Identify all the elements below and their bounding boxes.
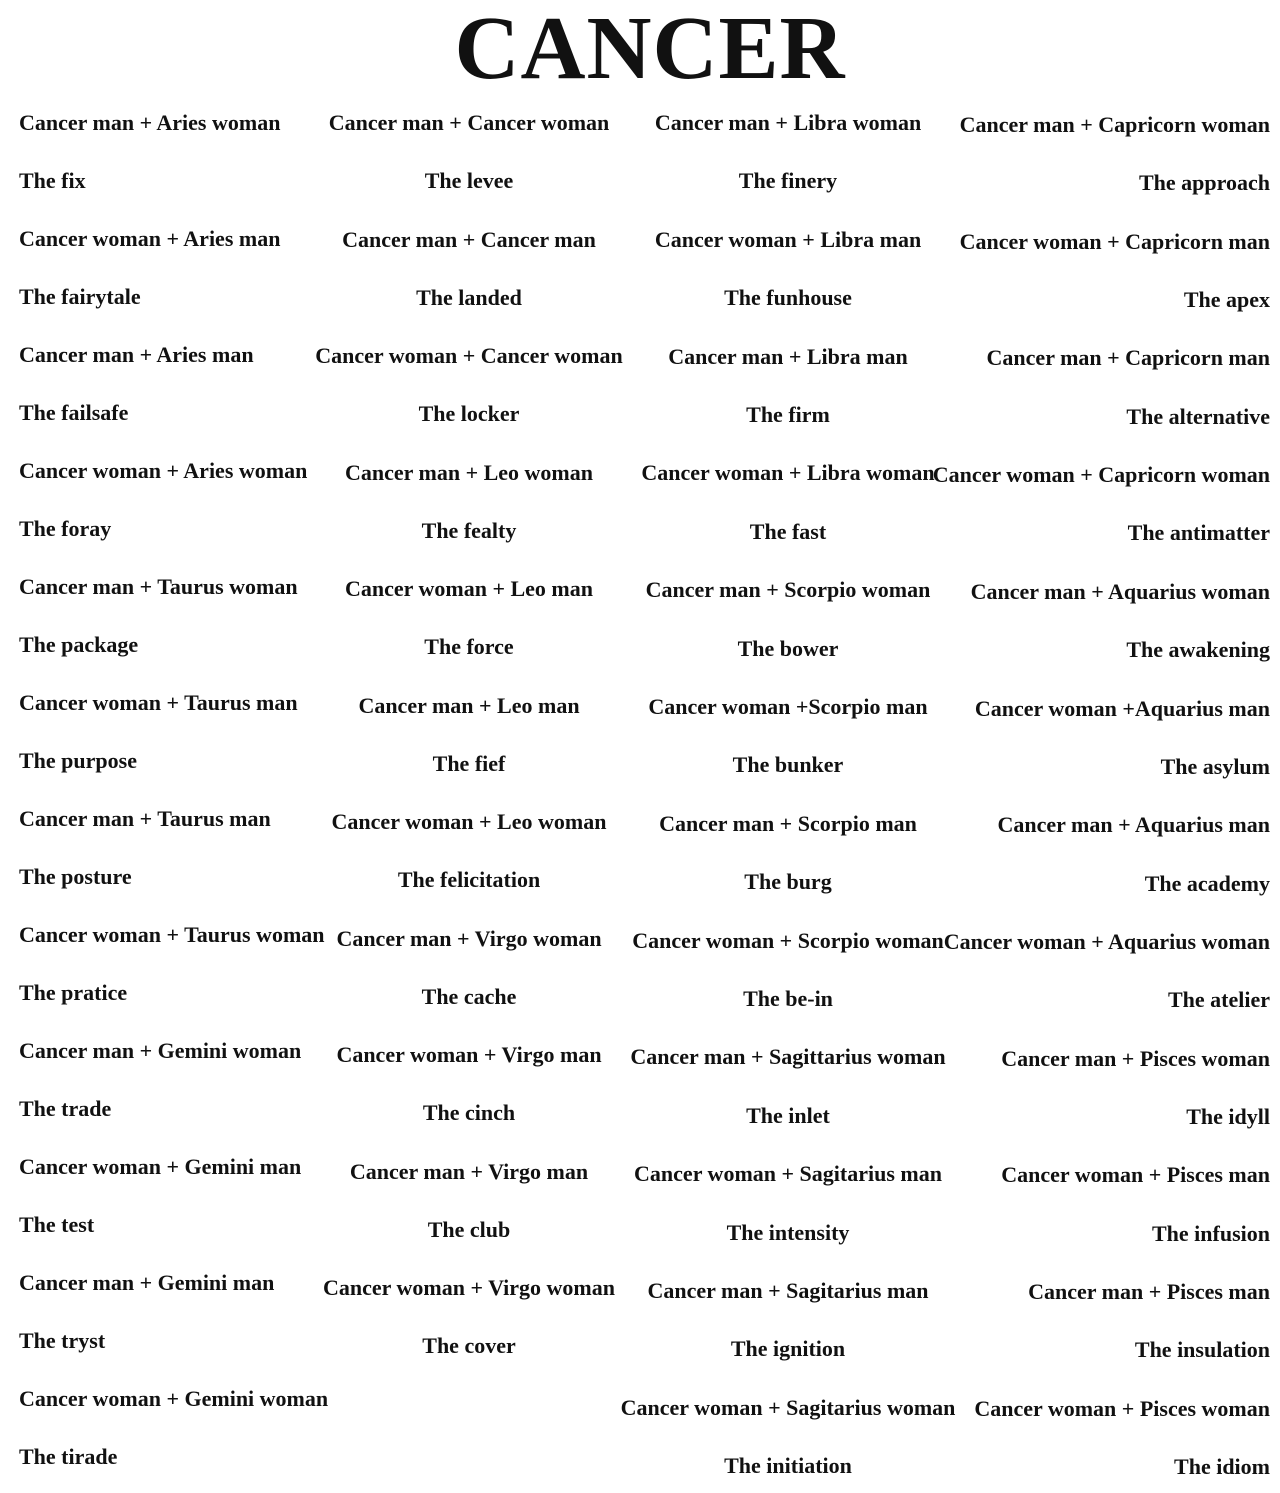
pairing-label: Cancer man + Libra woman	[654, 110, 922, 135]
pairing-nickname: The bunker	[732, 752, 844, 777]
pairing-label: Cancer woman + Capricorn man	[959, 229, 1270, 254]
pairing-label: Cancer woman + Taurus man	[19, 690, 298, 715]
pairing-nickname: The landed	[416, 285, 522, 310]
pairing-nickname: The fairytale	[19, 284, 141, 309]
pairing-label: Cancer man + Sagittarius woman	[630, 1044, 946, 1069]
pairing-nickname: The funhouse	[724, 285, 852, 310]
pairing-nickname: The failsafe	[19, 400, 129, 425]
pairing-nickname: The apex	[1183, 287, 1270, 312]
pairing-nickname: The bower	[737, 636, 839, 661]
pairing-label: Cancer woman + Virgo man	[336, 1042, 602, 1067]
pairing-label: Cancer woman + Leo man	[344, 576, 594, 601]
pairing-nickname: The locker	[418, 401, 520, 426]
pairing-nickname: The tirade	[19, 1444, 118, 1469]
pairing-nickname: The finery	[738, 168, 838, 193]
pairing-label: Cancer man + Gemini man	[19, 1270, 275, 1295]
pairing-nickname: The burg	[744, 869, 832, 894]
pairing-nickname: The approach	[1138, 170, 1270, 195]
pairing-nickname: The initiation	[724, 1453, 852, 1478]
pairing-nickname: The levee	[424, 168, 514, 193]
pairing-nickname: The alternative	[1126, 404, 1270, 429]
pairing-nickname: The trade	[19, 1096, 112, 1121]
pairing-label: Cancer woman + Sagitarius man	[634, 1161, 942, 1186]
pairing-label: Cancer man + Pisces woman	[1001, 1046, 1270, 1071]
pairing-label: Cancer man + Scorpio man	[659, 811, 917, 836]
pairing-nickname: The fix	[19, 168, 86, 193]
pairing-label: Cancer woman + Pisces man	[1001, 1162, 1270, 1187]
pairing-label: Cancer man + Taurus man	[19, 806, 271, 831]
pairing-label: Cancer man + Pisces man	[1028, 1279, 1270, 1304]
pairing-nickname: The felicitation	[397, 867, 541, 892]
pairing-nickname: The infusion	[1152, 1221, 1270, 1246]
pairing-label: Cancer man + Cancer woman	[328, 110, 610, 135]
pairing-nickname: The package	[19, 632, 139, 657]
pairing-label: Cancer man + Sagitarius man	[647, 1278, 929, 1303]
pairing-nickname: The club	[427, 1217, 511, 1242]
pairing-nickname: The antimatter	[1127, 520, 1270, 545]
pairing-label: Cancer woman + Leo woman	[331, 809, 607, 834]
pairing-label: Cancer woman + Pisces woman	[974, 1396, 1270, 1421]
pairing-nickname: The foray	[19, 516, 112, 541]
pairing-label: Cancer woman + Aquarius woman	[943, 929, 1270, 954]
pairing-nickname: The idiom	[1174, 1454, 1270, 1479]
pairing-nickname: The ignition	[730, 1336, 846, 1361]
pairing-label: Cancer woman + Gemini woman	[19, 1386, 329, 1411]
pairing-label: Cancer woman + Taurus woman	[19, 922, 325, 947]
pairing-nickname: The test	[19, 1212, 95, 1237]
pairing-nickname: The inlet	[746, 1103, 830, 1128]
pairing-label: Cancer man + Libra man	[668, 344, 908, 369]
pairing-label: Cancer woman +Aquarius man	[974, 696, 1270, 721]
pairing-label: Cancer woman + Aries man	[19, 226, 281, 251]
pairing-nickname: The force	[424, 634, 514, 659]
pairing-nickname: The pratice	[19, 980, 128, 1005]
pairing-label: Cancer woman + Gemini man	[19, 1154, 302, 1179]
pairing-nickname: The academy	[1144, 871, 1270, 896]
pairing-nickname: The fast	[749, 519, 827, 544]
pairing-nickname: The cover	[422, 1333, 516, 1358]
pairing-nickname: The cache	[421, 984, 517, 1009]
pairing-label: Cancer man + Virgo woman	[336, 926, 602, 951]
pairing-label: Cancer man + Gemini woman	[19, 1038, 302, 1063]
pairing-nickname: The insulation	[1134, 1337, 1270, 1362]
pairing-label: Cancer man + Cancer man	[342, 227, 596, 252]
pairing-label: Cancer man + Capricorn woman	[959, 112, 1270, 137]
pairing-nickname: The be-in	[743, 986, 833, 1011]
pairing-nickname: The fealty	[421, 518, 517, 543]
pairing-label: Cancer woman +Scorpio man	[648, 694, 928, 719]
pairing-label: Cancer man + Aries woman	[19, 110, 281, 135]
pairing-label: Cancer woman + Scorpio woman	[632, 928, 944, 953]
pairing-label: Cancer man + Virgo man	[349, 1159, 589, 1184]
pairing-nickname: The cinch	[422, 1100, 516, 1125]
pairing-label: Cancer man + Aquarius woman	[970, 579, 1270, 604]
page-title: CANCER	[454, 0, 846, 98]
pairing-label: Cancer woman + Capricorn woman	[932, 462, 1270, 487]
pairing-label: Cancer woman + Aries woman	[19, 458, 308, 483]
pairing-nickname: The intensity	[726, 1220, 850, 1245]
pairing-label: Cancer woman + Cancer woman	[315, 343, 623, 368]
pairing-nickname: The awakening	[1126, 637, 1270, 662]
pairing-label: Cancer man + Capricorn man	[986, 345, 1270, 370]
pairing-label: Cancer man + Leo man	[358, 693, 580, 718]
pairing-label: Cancer woman + Libra woman	[641, 460, 935, 485]
pairing-nickname: The atelier	[1167, 987, 1270, 1012]
pairing-nickname: The asylum	[1160, 754, 1270, 779]
pairing-nickname: The firm	[746, 402, 830, 427]
pairing-label: Cancer man + Scorpio woman	[645, 577, 931, 602]
pairing-label: Cancer man + Aquarius man	[997, 812, 1270, 837]
pairing-nickname: The purpose	[19, 748, 137, 773]
pairing-nickname: The idyll	[1186, 1104, 1270, 1129]
pairing-label: Cancer man + Leo woman	[344, 460, 594, 485]
pairing-nickname: The fief	[432, 751, 506, 776]
pairing-label: Cancer woman + Virgo woman	[322, 1275, 616, 1300]
pairing-label: Cancer woman + Sagitarius woman	[620, 1395, 956, 1420]
pairing-label: Cancer woman + Libra man	[654, 227, 922, 252]
pairing-nickname: The posture	[19, 864, 132, 889]
pairing-nickname: The tryst	[19, 1328, 106, 1353]
pairing-label: Cancer man + Aries man	[19, 342, 254, 367]
pairing-label: Cancer man + Taurus woman	[19, 574, 298, 599]
